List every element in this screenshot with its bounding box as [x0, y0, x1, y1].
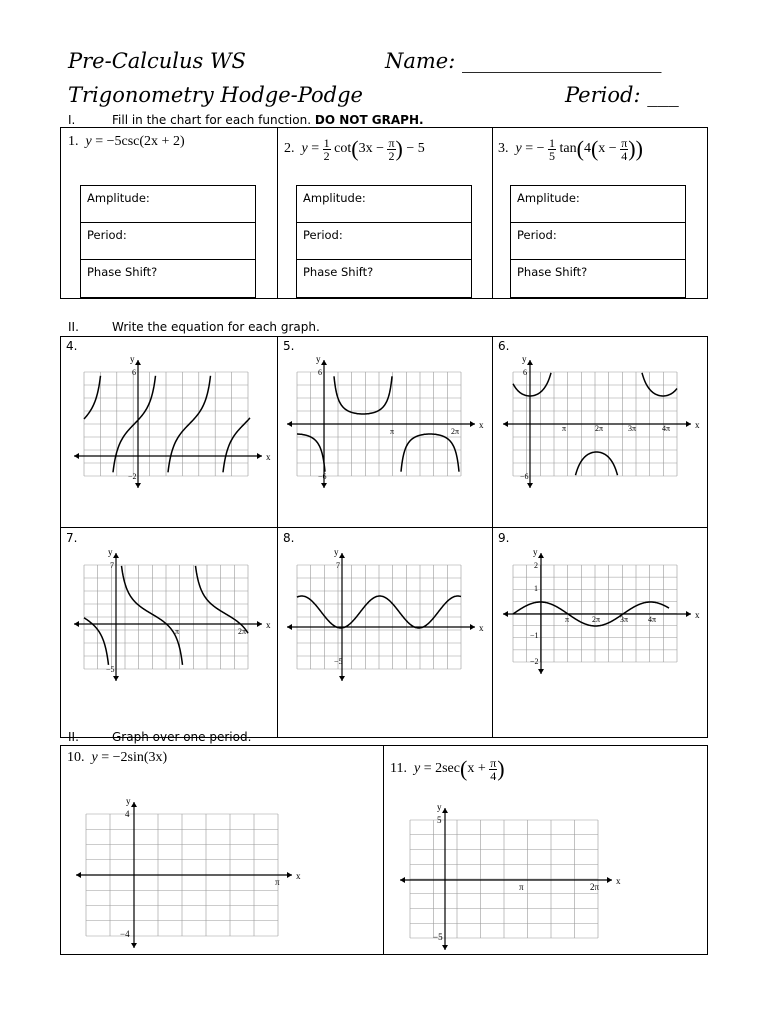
y-axis-label: y	[108, 547, 113, 557]
expression: = −	[525, 141, 545, 157]
row-label: Amplitude:	[517, 191, 580, 205]
problem-7-number: 7.	[66, 531, 78, 545]
tick-label: −1	[530, 631, 539, 640]
worksheet-title: Pre-Calculus WS	[68, 49, 246, 73]
problem-9-number: 9.	[498, 531, 510, 545]
row-label: Period:	[517, 228, 557, 242]
y-arrow	[131, 943, 137, 948]
y-arrow	[442, 808, 448, 813]
y-axis-label: y	[533, 547, 538, 557]
numerator: 1	[549, 135, 556, 150]
tick-label: −5	[433, 932, 443, 942]
problem-number: 11.	[390, 761, 407, 777]
section3-instruction: Graph over one period.	[112, 730, 252, 744]
denominator: 2	[323, 148, 330, 163]
name-field[interactable]: Name: ___________________	[385, 49, 662, 73]
x-axis-label: x	[695, 610, 700, 620]
tick-label: −4	[120, 929, 130, 939]
graph-8	[287, 553, 475, 681]
tick-label: 2π	[590, 882, 600, 892]
x-arrow	[76, 872, 81, 878]
y-arrow	[339, 553, 345, 558]
problem-4-number: 4.	[66, 339, 78, 353]
row-label: Amplitude:	[87, 191, 150, 205]
section3-label: II.	[68, 730, 79, 744]
y-arrow	[321, 483, 327, 488]
section1-instruction-text: Fill in the chart for each function.	[112, 113, 312, 127]
section2-label: II.	[68, 320, 79, 334]
row-label: Period:	[87, 228, 127, 242]
tick-label: π	[275, 877, 280, 887]
x-arrow	[257, 453, 262, 459]
expression: tan	[559, 141, 577, 157]
tick-label: π	[565, 615, 570, 624]
tick-label: π	[390, 427, 395, 436]
expression: cot	[334, 141, 352, 157]
x-arrow	[257, 621, 262, 627]
row-label: Phase Shift?	[517, 265, 588, 279]
problem-11-equation: 11. y = 2sec(x + $\frac{\pi}{4}$ )	[390, 755, 505, 783]
problem-5-number: 5.	[283, 339, 295, 353]
row-label: Phase Shift?	[87, 265, 158, 279]
x-arrow	[470, 624, 475, 630]
var-y: y	[515, 141, 522, 157]
y-arrow	[321, 360, 327, 365]
x-axis-label: x	[695, 420, 700, 430]
tick-label: 1	[534, 584, 538, 593]
tick-label: 2	[534, 561, 538, 570]
x-arrow	[470, 421, 475, 427]
tick-label: 4π	[648, 615, 657, 624]
tick-label: 7	[336, 561, 340, 570]
graph-10	[76, 802, 292, 948]
x-arrow	[686, 421, 691, 427]
numerator: 1	[323, 135, 330, 150]
expression: =	[311, 141, 320, 157]
x-axis-label: x	[266, 452, 271, 462]
tick-label: 6	[318, 368, 322, 377]
tick-label: 5	[437, 815, 442, 825]
problem-number: 10.	[67, 750, 85, 765]
y-axis-label: y	[522, 354, 527, 364]
tick-label: π	[519, 882, 524, 892]
y-arrow	[339, 676, 345, 681]
x-arrow	[607, 877, 612, 883]
y-arrow	[135, 360, 141, 365]
graph-9	[503, 553, 691, 674]
denominator: 5	[549, 148, 556, 163]
tick-label: 3π	[628, 424, 637, 433]
denominator: 2	[388, 148, 395, 163]
expression: 3x −	[358, 141, 384, 157]
expression: = 2sec	[423, 761, 460, 777]
expression: x −	[598, 141, 617, 157]
tick-label: 7	[110, 561, 114, 570]
section2-instruction: Write the equation for each graph.	[112, 320, 320, 334]
expression: = −5csc(2x + 2)	[95, 134, 185, 149]
expression: = −2sin(3x)	[101, 750, 168, 765]
expression: − 5	[406, 141, 425, 157]
x-arrow	[74, 621, 79, 627]
y-arrow	[442, 945, 448, 950]
x-axis-label: x	[266, 620, 271, 630]
y-arrow	[538, 553, 544, 558]
y-axis-label: y	[334, 547, 339, 557]
period-field[interactable]: Period: ___	[565, 83, 679, 107]
worksheet-subtitle: Trigonometry Hodge-Podge	[68, 83, 363, 107]
x-arrow	[74, 453, 79, 459]
x-arrow	[287, 872, 292, 878]
section1-emphasis: DO NOT GRAPH.	[314, 113, 424, 127]
x-axis-label: x	[296, 871, 301, 881]
tick-label: −2	[128, 472, 137, 481]
problem-6-number: 6.	[498, 339, 510, 353]
tick-label: π	[175, 627, 180, 636]
tick-label: −6	[520, 472, 529, 481]
section1-label: I.	[68, 113, 76, 127]
graph-5	[287, 360, 475, 488]
row-label: Period:	[303, 228, 343, 242]
tick-label: −5	[334, 657, 343, 666]
x-arrow	[686, 611, 691, 617]
y-axis-label: y	[316, 354, 321, 364]
tick-label: π	[562, 424, 567, 433]
tick-label: 2π	[592, 615, 601, 624]
tick-label: −6	[318, 472, 327, 481]
graph-7	[74, 553, 262, 681]
x-arrow	[287, 624, 292, 630]
x-arrow	[503, 611, 508, 617]
x-axis-label: x	[479, 420, 484, 430]
problem-number: 1.	[68, 134, 79, 149]
tick-label: −2	[530, 657, 539, 666]
tick-label: 4	[125, 809, 130, 819]
var-y: y	[301, 141, 308, 157]
y-arrow	[527, 483, 533, 488]
x-arrow	[287, 421, 292, 427]
problem-2-equation: 2. y = $\frac{1}{2}$ cot(3x − $\frac{\pi}{2}$ ) − 5	[284, 135, 425, 163]
y-axis-label: y	[130, 354, 135, 364]
y-axis-label: y	[126, 796, 131, 806]
denominator: 4	[621, 148, 628, 163]
x-arrow	[503, 421, 508, 427]
y-arrow	[113, 676, 119, 681]
tick-label: 2π	[595, 424, 604, 433]
problem-8-number: 8.	[283, 531, 295, 545]
problem-3-equation: 3. y = − $\frac{1}{5}$ tan(4(x − $\frac{\pi}{4}$ ))	[498, 135, 643, 163]
problem-number: 2.	[284, 141, 295, 157]
row-label: Phase Shift?	[303, 265, 374, 279]
tick-label: 6	[132, 368, 136, 377]
var-y: y	[91, 750, 98, 765]
var-y: y	[413, 761, 421, 777]
numerator: π	[621, 135, 628, 150]
var-y: y	[85, 134, 92, 149]
graph-11	[400, 808, 612, 950]
tick-label: 2π	[451, 427, 460, 436]
y-arrow	[527, 360, 533, 365]
x-axis-label: x	[616, 876, 621, 886]
tick-label: −5	[106, 665, 115, 674]
numerator: π	[490, 755, 497, 770]
x-arrow	[400, 877, 405, 883]
y-arrow	[131, 802, 137, 807]
expression: x +	[467, 761, 486, 777]
expression: 4	[583, 141, 591, 157]
y-axis-label: y	[437, 802, 442, 812]
tick-label: 2π	[238, 627, 247, 636]
x-axis-label: x	[479, 623, 484, 633]
problem-number: 3.	[498, 141, 509, 157]
y-arrow	[113, 553, 119, 558]
row-label: Amplitude:	[303, 191, 366, 205]
tick-label: 4π	[662, 424, 671, 433]
denominator: 4	[490, 768, 497, 783]
tick-label: 3π	[620, 615, 629, 624]
y-arrow	[135, 483, 141, 488]
numerator: π	[388, 135, 395, 150]
y-arrow	[538, 669, 544, 674]
tick-label: 6	[523, 368, 527, 377]
